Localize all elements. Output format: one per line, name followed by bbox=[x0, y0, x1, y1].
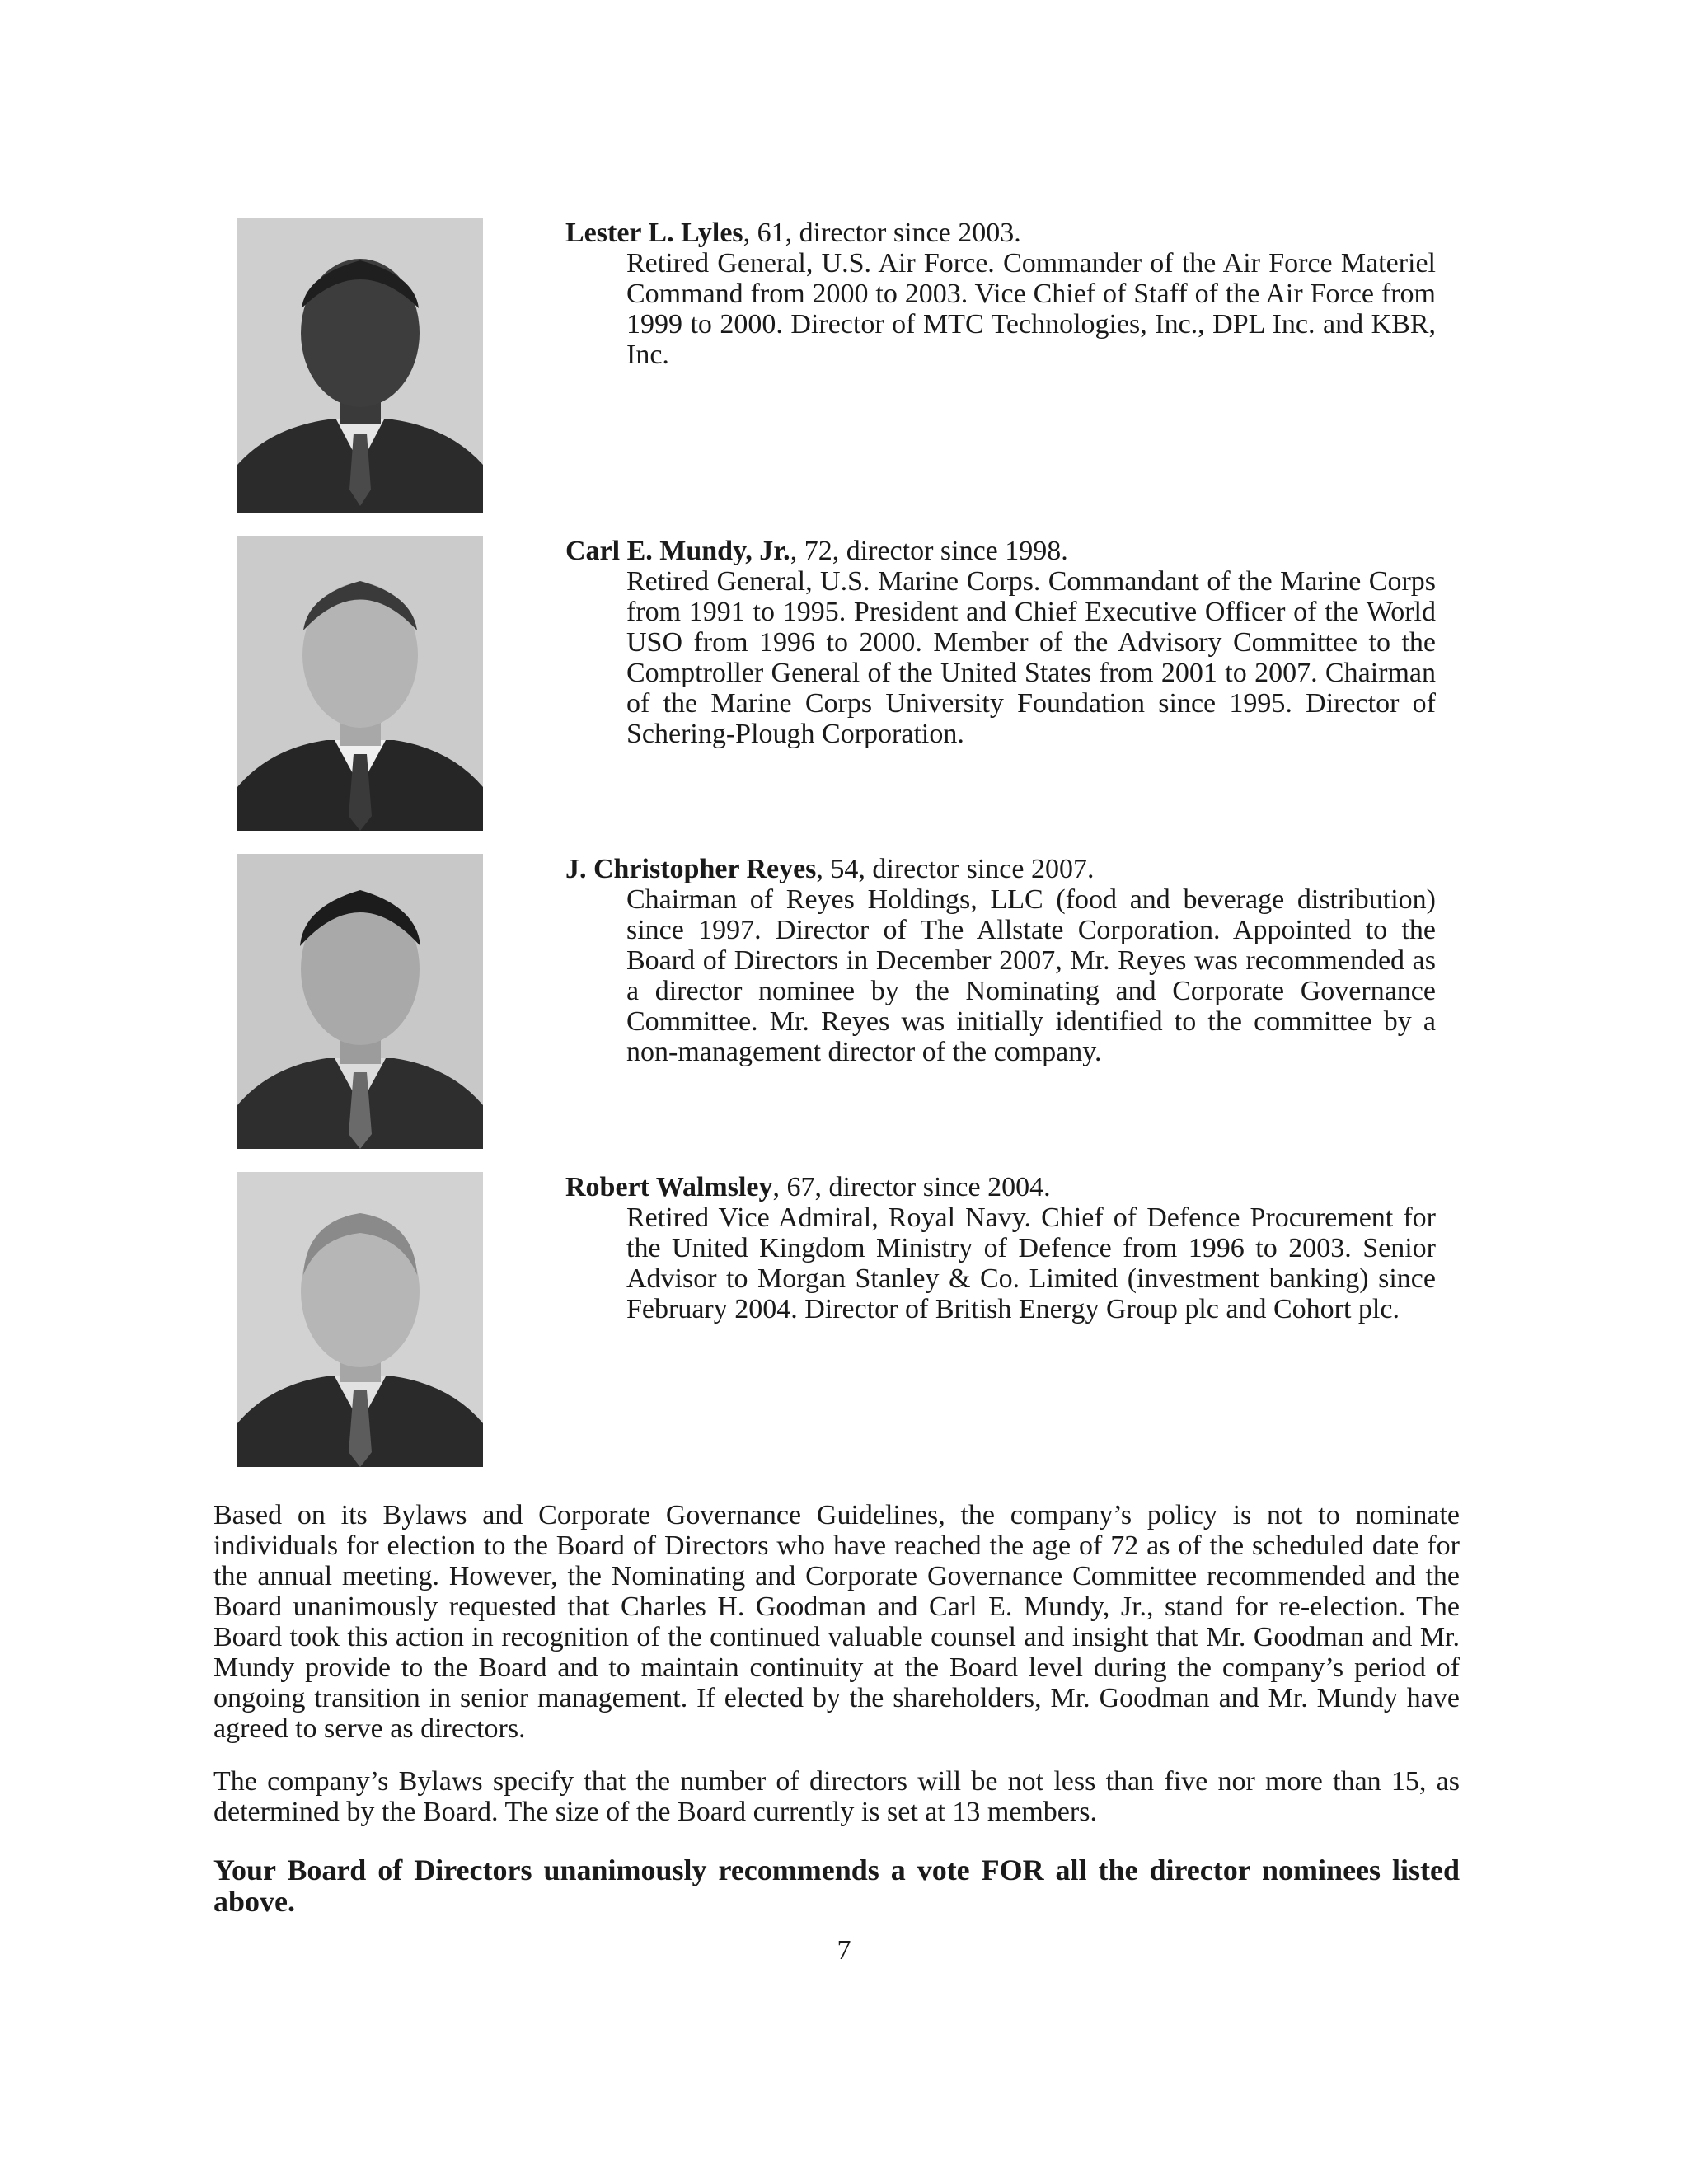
age-policy-paragraph: Based on its Bylaws and Corporate Governance Guidelines, the company’s policy is not to nominate individuals for election to the Board of Directors who have reached the age of 72 as of the scheduled date for the annual meeting. However, the Nominating and Corporate Governance Committee recommended and the Board unanimously requested that Charles H. Goodman and Carl E. Mundy, Jr., stand for re-election. The Board took this action in recognition of the continued valuable counsel and insight that Mr. Goodman and Mr. Mundy provide to the Board and to maintain continuity at the Board level during the company’s period of ongoing transition in senior management. If elected by the shareholders, Mr. Goodman and Mr. Mundy have agreed to serve as directors. bbox=[213, 1500, 1460, 1744]
director-entry-lyles bbox=[0, 218, 1688, 514]
director-portrait-photo bbox=[237, 536, 483, 831]
director-bio-text: Retired Vice Admiral, Royal Navy. Chief of Defence Procurement for the United Kingdom Ministry of Defence from 1996 to 2003. Senior Advisor to Morgan Stanley & Co. Limited (investment banking) since February 2004. Director of British Energy Group plc and Cohort plc. bbox=[626, 1202, 1436, 1324]
director-details: , 61, director since 2003. bbox=[743, 218, 1021, 248]
director-entry-walmsley bbox=[0, 1172, 1688, 1469]
director-bio-text: Chairman of Reyes Holdings, LLC (food and beverage distribution) since 1997. Director of The Allstate Corporation. Appointed to the Board of Directors in December 2007, Mr. Reyes was recommended as a director nominee by the Nominating and Corporate Governance Committee. Mr. Reyes was initially identified to the committee by a non-management director of the company. bbox=[626, 884, 1436, 1067]
board-size-paragraph: The company’s Bylaws specify that the number of directors will be not less than five nor more than 15, as determined by the Board. The size of the Board currently is set at 13 members. bbox=[213, 1766, 1460, 1827]
director-bio bbox=[565, 1172, 1436, 1324]
director-portrait-photo bbox=[237, 1172, 483, 1467]
director-bio-text: Retired General, U.S. Air Force. Commander of the Air Force Materiel Command from 2000 to 2003. Vice Chief of Staff of the Air Force from 1999 to 2000. Director of MTC Technologies, Inc., DPL Inc. and KBR, Inc. bbox=[626, 248, 1436, 370]
director-details: , 67, director since 2004. bbox=[772, 1172, 1051, 1202]
director-bio bbox=[565, 536, 1436, 749]
director-bio bbox=[565, 218, 1436, 370]
director-portrait-photo bbox=[237, 854, 483, 1149]
director-name: Lester L. Lyles bbox=[565, 218, 743, 248]
recommendation-paragraph: Your Board of Directors unanimously recommends a vote FOR all the director nominees listed above. bbox=[213, 1854, 1460, 1918]
page-number: 7 bbox=[837, 1935, 851, 1966]
director-details: , 54, director since 2007. bbox=[816, 854, 1095, 884]
director-heading bbox=[565, 854, 1436, 884]
director-bio bbox=[565, 854, 1436, 1067]
director-heading bbox=[565, 218, 1436, 248]
director-heading bbox=[565, 1172, 1436, 1202]
director-name: Robert Walmsley bbox=[565, 1172, 773, 1202]
director-entry-reyes bbox=[0, 854, 1688, 1151]
director-entry-mundy bbox=[0, 536, 1688, 832]
director-heading bbox=[565, 536, 1436, 566]
director-details: , 72, director since 1998. bbox=[790, 536, 1068, 566]
director-bio-text: Retired General, U.S. Marine Corps. Commandant of the Marine Corps from 1991 to 1995. President and Chief Executive Officer of the World USO from 1996 to 2000. Member of the Advisory Committee to the Comptroller General of the United States from 2001 to 2007. Chairman of the Marine Corps University Foundation since 1995. Director of Schering-Plough Corporation. bbox=[626, 566, 1436, 749]
director-name: Carl E. Mundy, Jr. bbox=[565, 536, 790, 566]
director-portrait-photo bbox=[237, 218, 483, 513]
director-name: J. Christopher Reyes bbox=[565, 854, 817, 884]
